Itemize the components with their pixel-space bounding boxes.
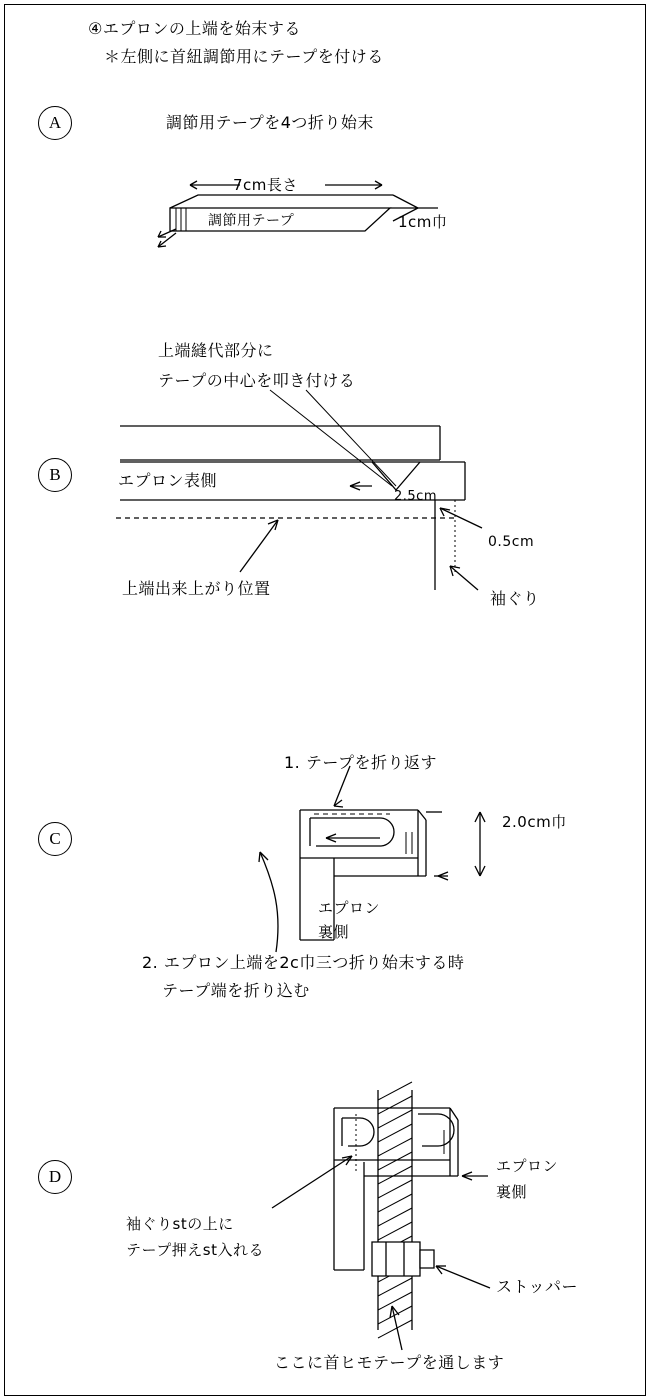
- stopper-label: ストッパー: [496, 1277, 579, 1296]
- measure-2-0cm-label: 2.0cm巾: [502, 813, 567, 831]
- neck-strap-instruction: ここに首ヒモテープを通します: [274, 1353, 505, 1372]
- step-a-heading: 調節用テープを4つ折り始末: [166, 113, 374, 132]
- tape-body-label: 調節用テープ: [208, 213, 295, 229]
- finished-top-position-label: 上端出来上がり位置: [122, 579, 271, 598]
- apron-back-label-d-line1: エプロン: [496, 1157, 559, 1175]
- figure-c-fold: [230, 780, 560, 970]
- triple-fold-instruction-line2: テープ端を折り込む: [162, 981, 310, 1000]
- tape-width-label: 1cm巾: [398, 213, 448, 231]
- apron-front-label: エプロン表側: [118, 471, 218, 490]
- step-marker-d: D: [38, 1160, 72, 1194]
- fold-tape-instruction: 1. テープを折り返す: [284, 753, 438, 772]
- document-subtitle: ＊左側に首紐調節用にテープを付ける: [104, 47, 384, 66]
- measure-2-5cm-label: 2.5cm: [394, 489, 437, 504]
- tape-center-instruction-line2: テープの中心を叩き付ける: [158, 371, 356, 390]
- armhole-st-instruction-line2: テープ押えst入れる: [126, 1241, 264, 1259]
- measure-0-5cm-label: 0.5cm: [488, 534, 535, 550]
- step-marker-a: A: [38, 106, 72, 140]
- step-marker-b: B: [38, 458, 72, 492]
- tape-center-instruction-line1: 上端縫代部分に: [158, 341, 274, 360]
- apron-back-label-c-line2: 裏側: [318, 923, 350, 941]
- document-title: ④エプロンの上端を始末する: [88, 19, 301, 38]
- triple-fold-instruction-line1: 2. エプロン上端を2c巾三つ折り始末する時: [142, 953, 465, 972]
- armhole-label-b: 袖ぐり: [490, 589, 540, 608]
- armhole-st-instruction-line1: 袖ぐりstの上に: [126, 1215, 234, 1233]
- figure-d-stopper: [300, 1090, 560, 1360]
- tape-length-label: 7cm長さ: [233, 176, 298, 194]
- step-marker-c: C: [38, 822, 72, 856]
- apron-back-label-c-line1: エプロン: [318, 899, 381, 917]
- apron-back-label-d-line2: 裏側: [496, 1183, 528, 1201]
